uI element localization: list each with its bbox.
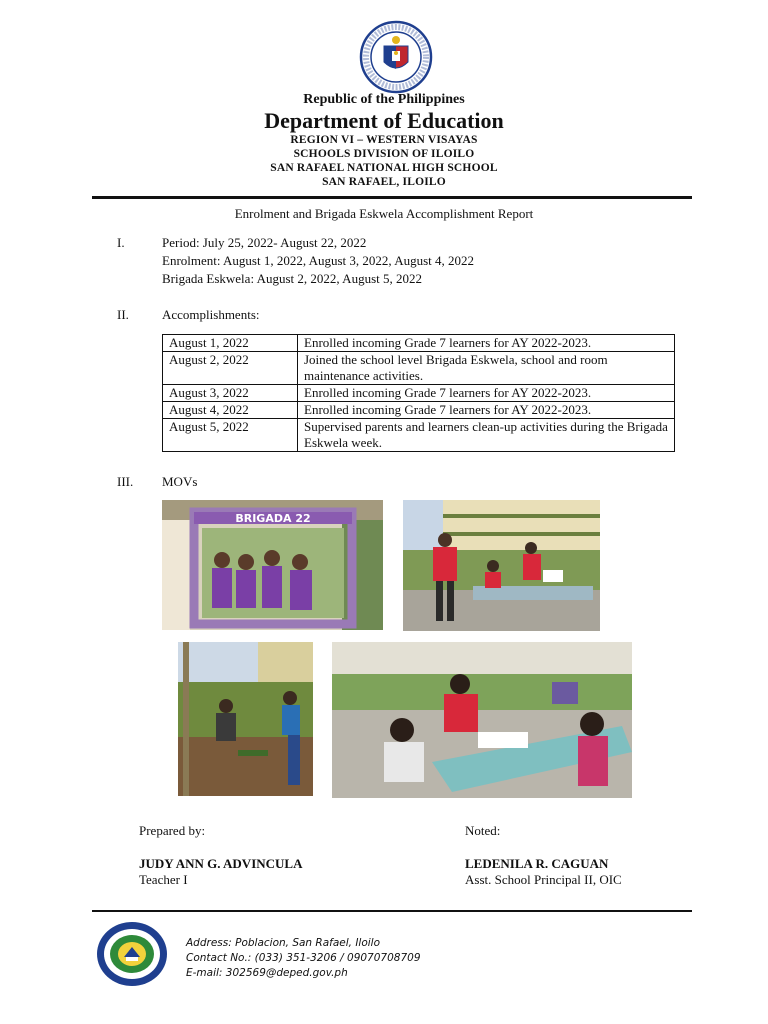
enrolment-line: Enrolment: August 1, 2022, August 3, 2022, August 4, 2022 xyxy=(162,253,475,268)
row-date: August 3, 2022 xyxy=(163,385,298,402)
noted-by-title: Asst. School Principal II, OIC xyxy=(465,872,622,887)
mov-photo-learners-forms xyxy=(332,642,632,798)
division-line: SCHOOLS DIVISION OF ILOILO xyxy=(293,148,475,160)
region-line: REGION VI – WESTERN VISAYAS xyxy=(290,134,478,146)
row-activity: Supervised parents and learners clean-up activities during the Brigada Eskwela week. xyxy=(298,419,675,452)
accomplishments-heading: Accomplishments: xyxy=(162,307,260,322)
row-date: August 1, 2022 xyxy=(163,335,298,352)
deped-seal-logo xyxy=(359,20,433,94)
footer-email: E-mail: 302569@deped.gov.ph xyxy=(186,967,348,979)
prepared-by-name: JUDY ANN G. ADVINCULA xyxy=(139,856,303,871)
section-3-numeral: III. xyxy=(117,474,134,489)
footer-address: Address: Poblacion, San Rafael, Iloilo xyxy=(186,937,381,949)
header-divider xyxy=(92,196,692,199)
prepared-by-label: Prepared by: xyxy=(139,823,206,838)
accomplishments-table xyxy=(162,334,675,452)
department-title: Department of Education xyxy=(264,108,504,133)
mov-photo-enrolment-desk xyxy=(403,500,600,631)
noted-by-name: LEDENILA R. CAGUAN xyxy=(465,856,609,871)
row-date: August 2, 2022 xyxy=(163,352,298,385)
table-row xyxy=(163,385,675,402)
table-row xyxy=(163,419,675,452)
mov-photo-cleanup-garden xyxy=(178,642,313,796)
footer-divider xyxy=(92,910,692,912)
mov-photo-teachers-frame xyxy=(162,500,383,630)
period-line: Period: July 25, 2022- August 22, 2022 xyxy=(162,235,367,250)
school-line: SAN RAFAEL NATIONAL HIGH SCHOOL xyxy=(270,162,498,174)
prepared-by-title: Teacher I xyxy=(139,872,188,887)
row-activity: Joined the school level Brigada Eskwela, school and room maintenance activities. xyxy=(298,352,675,385)
brigada-line: Brigada Eskwela: August 2, 2022, August 5, 2022 xyxy=(162,271,422,286)
footer-contact: Contact No.: (033) 351-3206 / 09070708709 xyxy=(186,952,421,964)
report-title: Enrolment and Brigada Eskwela Accomplishment Report xyxy=(234,206,534,221)
row-activity: Enrolled incoming Grade 7 learners for AY 2022-2023. xyxy=(298,385,675,402)
noted-by-label: Noted: xyxy=(465,823,501,838)
school-seal-logo xyxy=(96,921,168,987)
republic-line: Republic of the Philippines xyxy=(303,92,465,107)
row-activity: Enrolled incoming Grade 7 learners for AY 2022-2023. xyxy=(298,335,675,352)
table-row xyxy=(163,335,675,352)
banner-text: BRIGADA 22 xyxy=(235,512,311,525)
row-date: August 5, 2022 xyxy=(163,419,298,452)
table-row xyxy=(163,352,675,385)
location-line: SAN RAFAEL, ILOILO xyxy=(322,176,446,188)
table-row xyxy=(163,402,675,419)
section-2-numeral: II. xyxy=(117,307,129,322)
row-activity: Enrolled incoming Grade 7 learners for AY 2022-2023. xyxy=(298,402,675,419)
movs-heading: MOVs xyxy=(162,474,198,489)
section-1-numeral: I. xyxy=(117,235,125,250)
row-date: August 4, 2022 xyxy=(163,402,298,419)
